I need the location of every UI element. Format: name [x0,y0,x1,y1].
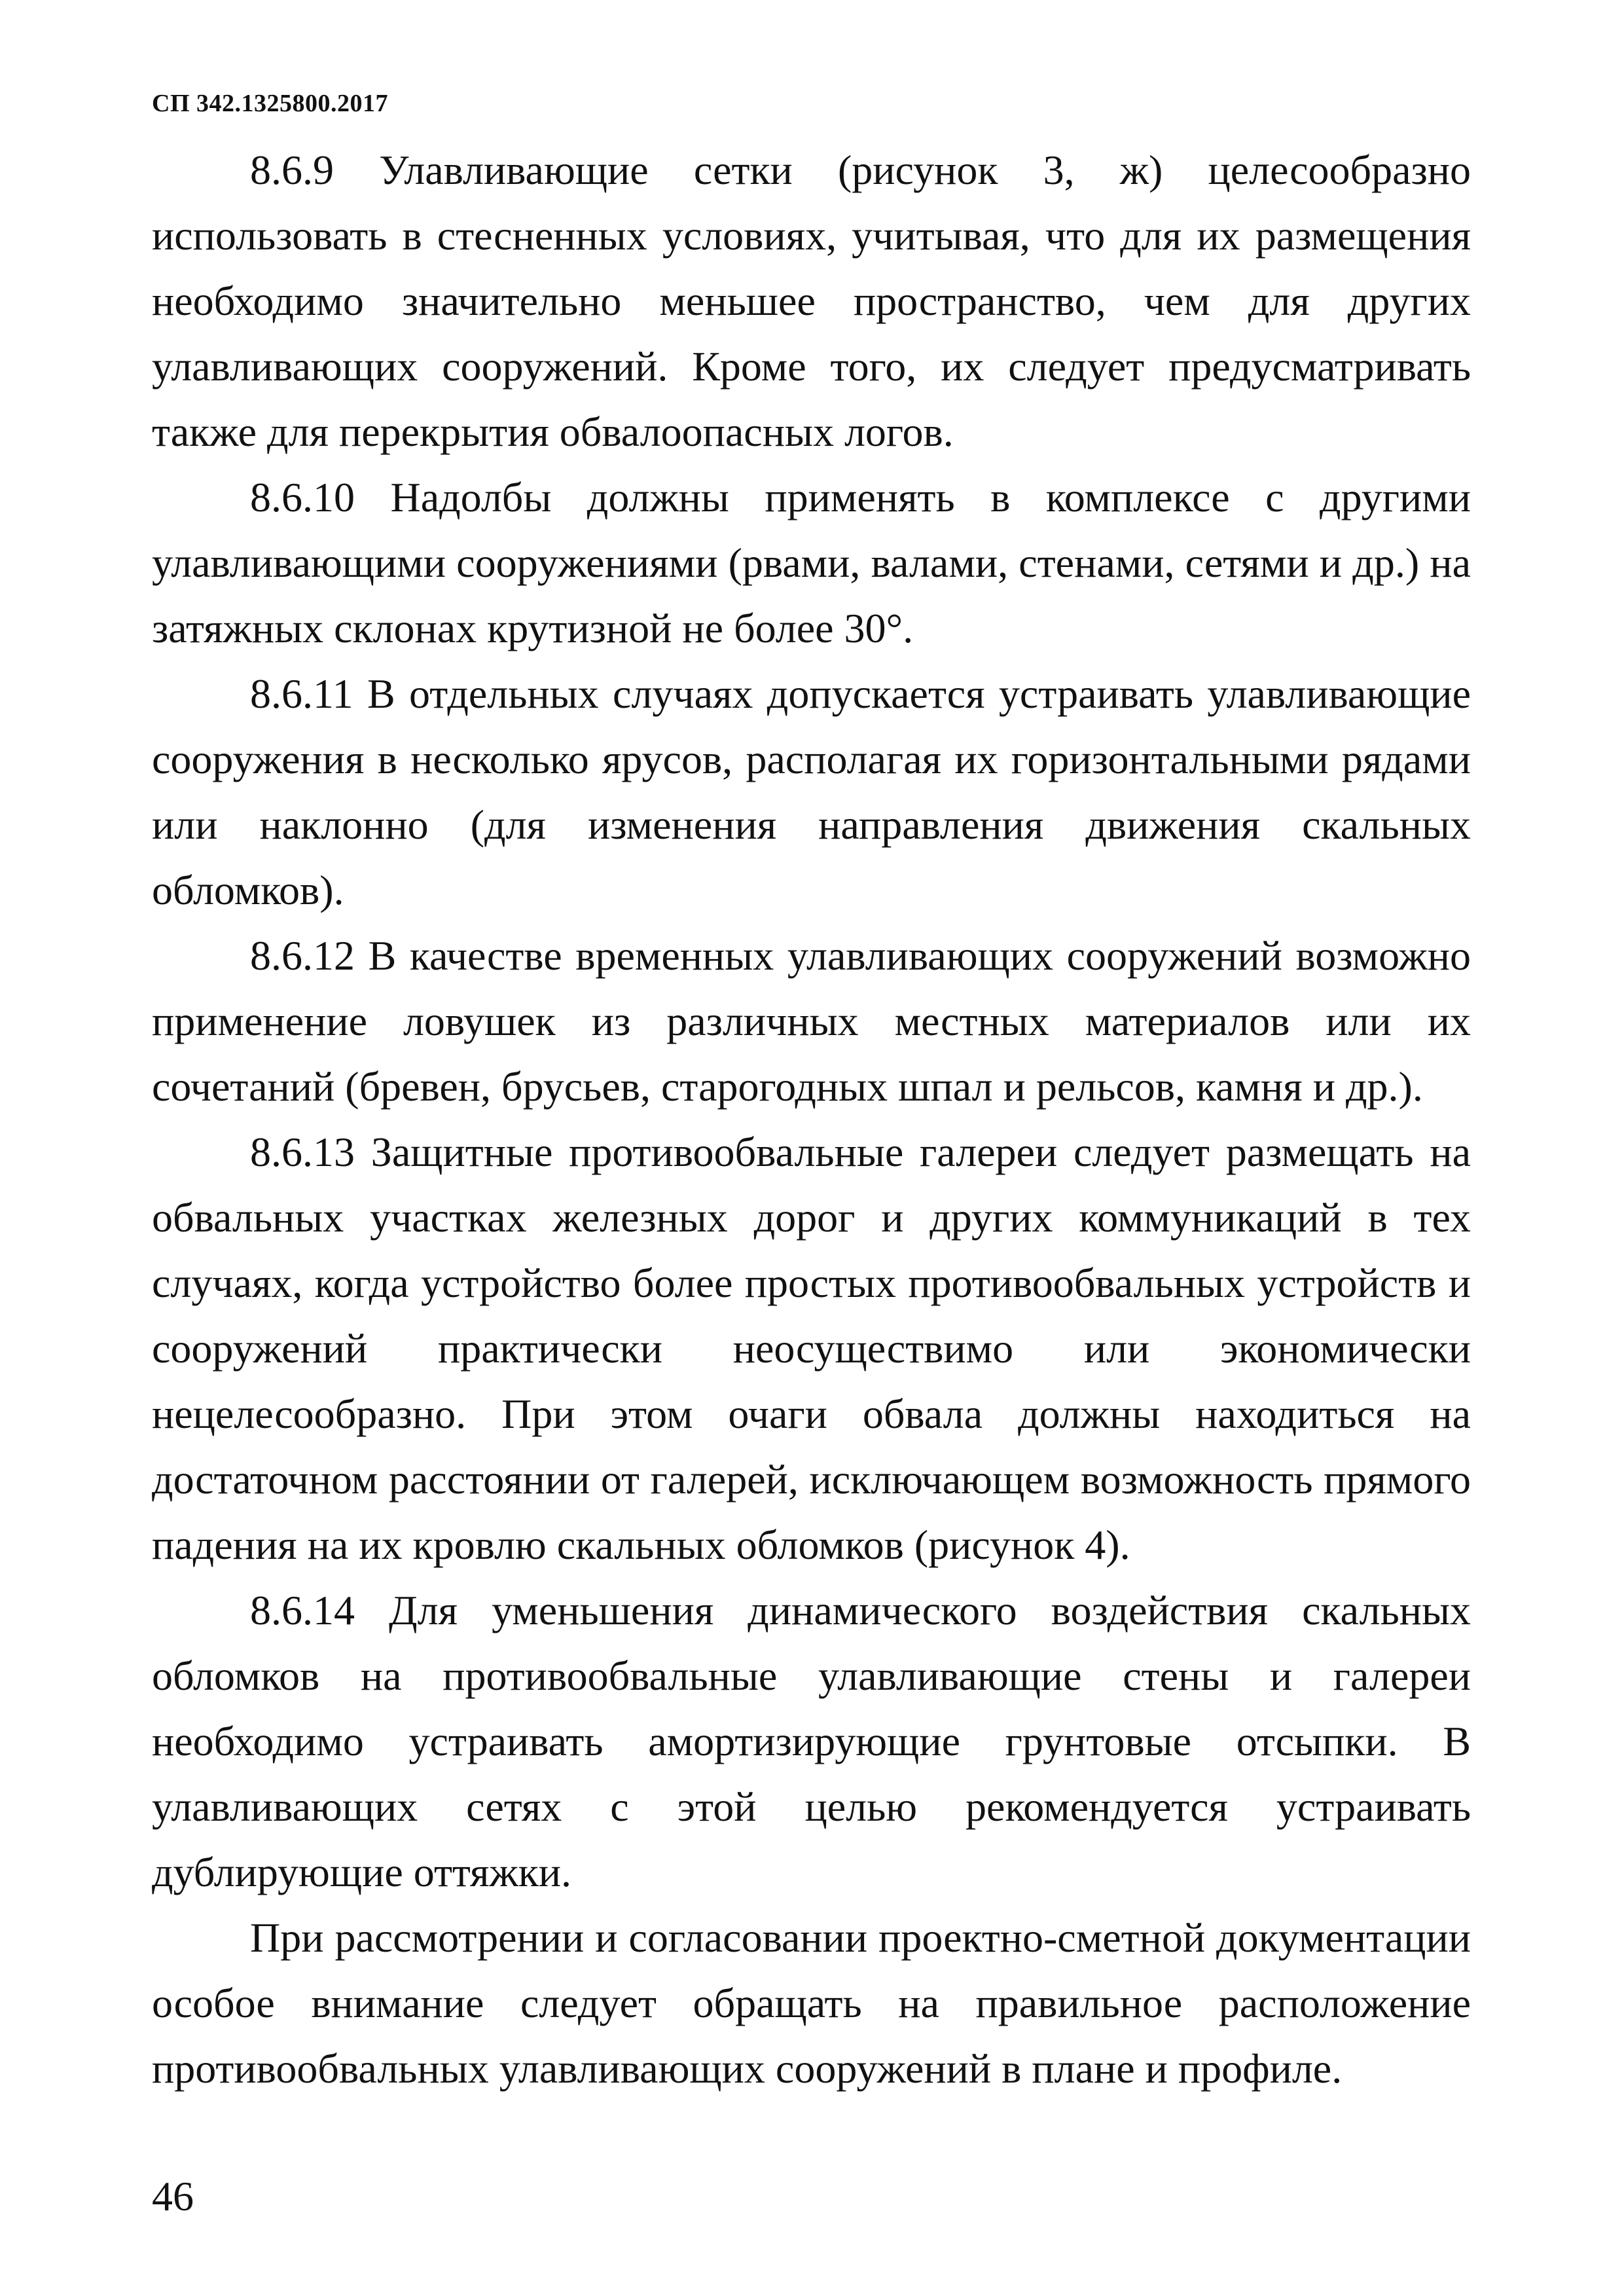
paragraph-8-6-10: 8.6.10 Надолбы должны применять в комплексе с другими улавливающими сооружениями (рвами, валами, стенами, сетями и др.) на затяжных склонах крутизной не более 30°. [152,474,1471,651]
paragraph-8-6-12: 8.6.12 В качестве временных улавливающих сооружений возможно применение ловушек из различных местных материалов или их сочетаний (бревен, брусьев, старогодных шпал и рельсов, камня и др.). [152,932,1471,1110]
document-code: СП 342.1325800.2017 [152,90,388,117]
paragraph-review-note: При рассмотрении и согласовании проектно-сметной документации особое внимание следует обращать на правильное расположение противообвальных улавливающих сооружений в плане и профиле. [152,1914,1471,2092]
paragraph-8-6-14: 8.6.14 Для уменьшения динамического воздействия скальных обломков на противообвальные улавливающие стены и галереи необходимо устраивать амортизирующие грунтовые отсыпки. В улавливающих сетях с этой целью рекомендуется устраивать дублирующие оттяжки. [152,1587,1471,1895]
paragraph-8-6-9: 8.6.9 Улавливающие сетки (рисунок 3, ж) целесообразно использовать в стесненных условиях, учитывая, что для их размещения необходимо значительно меньшее пространство, чем для других улавливающих сооружений. Кроме того, их следует предусматривать также для перекрытия обвалоопасных логов. [152,147,1471,455]
paragraph-8-6-11: 8.6.11 В отдельных случаях допускается устраивать улавливающие сооружения в несколько ярусов, располагая их горизонтальными рядами или наклонно (для изменения направления движения скальных обломков). [152,670,1471,913]
page-number: 46 [152,2173,194,2219]
paragraph-8-6-13: 8.6.13 Защитные противообвальные галереи следует размещать на обвальных участках железных дорог и других коммуникаций в тех случаях, когда устройство более простых противообвальных устройств и сооружений практически неосуществимо или экономически нецелесообразно. При этом очаги обвала должны находиться на достаточном расстоянии от галерей, исключающем возможность прямого падения на их кровлю скальных обломков (рисунок 4). [152,1129,1471,1568]
document-body [152,137,1471,2102]
